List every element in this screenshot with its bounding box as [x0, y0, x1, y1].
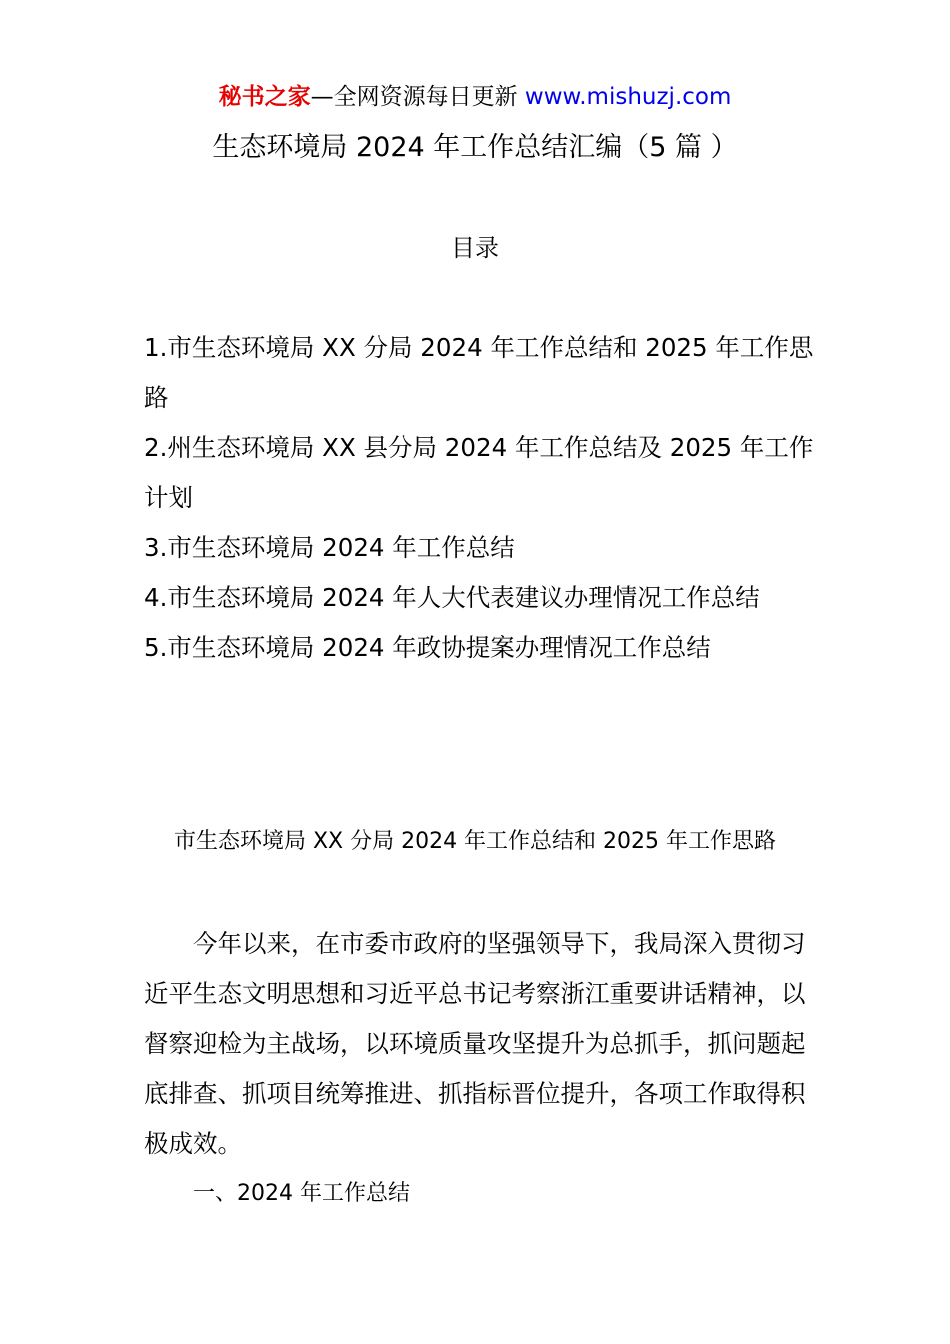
- toc-heading: 目录: [451, 234, 499, 262]
- brand-name: 秘书之家: [218, 84, 311, 110]
- site-link[interactable]: www.mishuzj.com: [524, 84, 732, 110]
- section-title: 市生态环境局 XX 分局 2024 年工作总结和 2025 年工作思路: [173, 829, 777, 854]
- document-title: 生态环境局 2024 年工作总结汇编（5 篇 ）: [212, 132, 738, 163]
- body-paragraph: 今年以来，在市委市政府的坚强领导下，我局深入贯彻习近平生态文明思想和习近平总书记考察浙江重要讲话精神，以督察迎检为主战场，以环境质量攻坚提升为总抓手，抓问题起底排查、抓项目统筹推进、抓指标晋位提升，各项工作取得积极成效。: [144, 929, 806, 1158]
- table-of-contents: [144, 323, 814, 673]
- subheading: 一、2024 年工作总结: [193, 1181, 410, 1206]
- toc-item: 5.市生态环境局 2024 年政协提案办理情况工作总结: [144, 633, 711, 662]
- toc-item: 4.市生态环境局 2024 年人大代表建议办理情况工作总结: [144, 583, 760, 612]
- toc-item: 2.州生态环境局 XX 县分局 2024 年工作总结及 2025 年工作计划: [144, 433, 814, 512]
- header-tagline: —全网资源每日更新: [310, 84, 525, 110]
- toc-item: 1.市生态环境局 XX 分局 2024 年工作总结和 2025 年工作思路: [144, 333, 814, 412]
- site-header: [0, 80, 950, 114]
- toc-item: 3.市生态环境局 2024 年工作总结: [144, 533, 515, 562]
